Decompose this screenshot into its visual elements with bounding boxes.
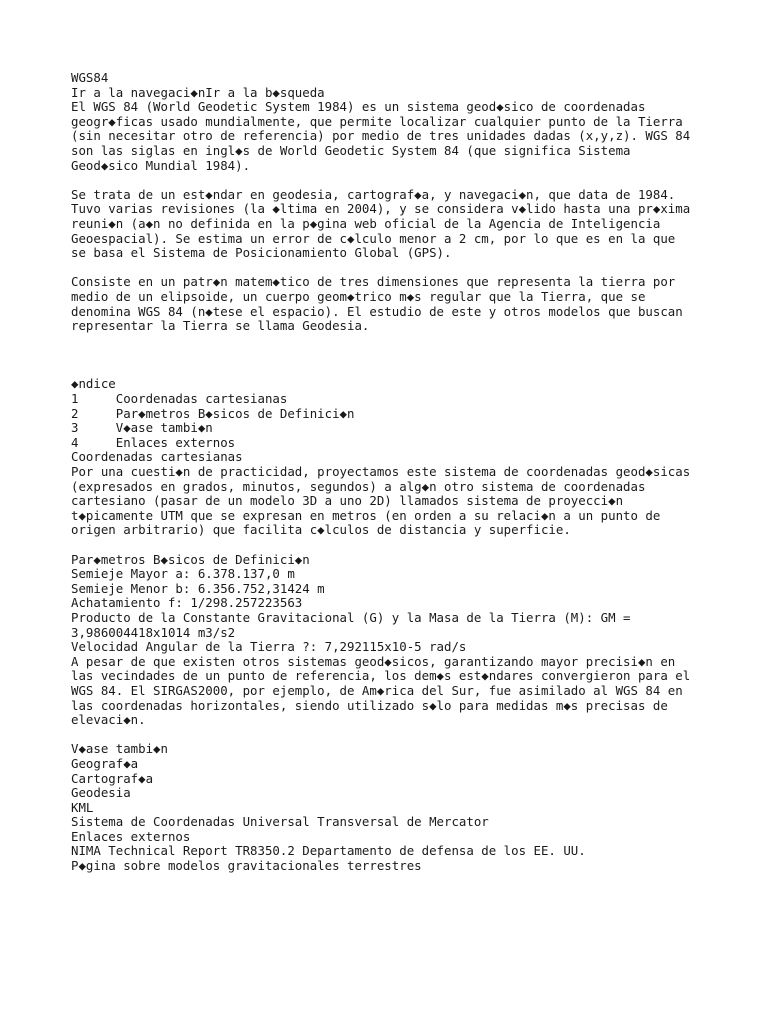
document-body	[71, 71, 731, 874]
text-line: Par◆metros B◆sicos de Definici◆n	[71, 551, 310, 567]
text-line: Velocidad Angular de la Tierra ?: 7,292115x10-5 rad/s	[71, 639, 467, 655]
text-line: P◆gina sobre modelos gravitacionales terrestres	[71, 858, 422, 874]
text-line	[71, 538, 731, 553]
text-line: NIMA Technical Report TR8350.2 Departamento de defensa de los EE. UU.	[71, 843, 586, 859]
text-line: Semieje Mayor a: 6.378.137,0 m	[71, 566, 295, 582]
text-line: 1 Coordenadas cartesianas	[71, 391, 288, 407]
text-line: Por una cuesti◆n de practicidad, proyectamos este sistema de coordenadas geod◆sicas	[71, 464, 691, 480]
text-line: 3 V◆ase tambi◆n	[71, 420, 213, 436]
text-line: Semieje Menor b: 6.356.752,31424 m	[71, 580, 325, 596]
text-line: representar la Tierra se llama Geodesia.	[71, 318, 370, 334]
text-line: Enlaces externos	[71, 828, 191, 844]
text-line: Geoespacial). Se estima un error de c◆lculo menor a 2 cm, por lo que es en la que	[71, 230, 676, 246]
text-line: El WGS 84 (World Geodetic System 1984) es un sistema geod◆sico de coordenadas	[71, 99, 646, 115]
text-line: medio de un elipsoide, un cuerpo geom◆trico m◆s regular que la Tierra, que se	[71, 288, 646, 304]
text-line: (expresados en grados, minutos, segundos) a alg◆n otro sistema de coordenadas	[71, 478, 646, 494]
text-line: WGS 84. El SIRGAS2000, por ejemplo, de Am◆rica del Sur, fue asimilado al WGS 84 en	[71, 682, 683, 698]
text-line	[71, 173, 731, 188]
text-line: Producto de la Constante Gravitacional (G) y la Masa de la Tierra (M): GM =	[71, 609, 631, 625]
text-line: 4 Enlaces externos	[71, 434, 236, 450]
text-line: se basa el Sistema de Posicionamiento Global (GPS).	[71, 245, 452, 261]
text-line	[71, 348, 731, 363]
text-line: Se trata de un est◆ndar en geodesia, cartograf◆a, y navegaci◆n, que data de 1984.	[71, 186, 676, 202]
text-line: A pesar de que existen otros sistemas geod◆sicos, garantizando mayor precisi◆n en	[71, 653, 676, 669]
text-line: ◆ndice	[71, 376, 116, 392]
text-line: elevaci◆n.	[71, 712, 146, 728]
text-line: geogr◆ficas usado mundialmente, que permite localizar cualquier punto de la Tierra	[71, 113, 683, 129]
text-line: Geodesia	[71, 785, 131, 801]
text-line: Geod◆sico Mundial 1984).	[71, 157, 251, 173]
text-line: WGS84	[71, 70, 109, 85]
text-line	[71, 363, 731, 378]
text-line: son las siglas en ingl◆s de World Geodetic System 84 (que significa Sistema	[71, 142, 631, 158]
text-line: KML	[71, 799, 94, 815]
text-line: origen arbitrario) que facilita c◆lculos de distancia y superficie.	[71, 522, 571, 538]
text-line: Cartograf◆a	[71, 770, 154, 786]
text-line: Sistema de Coordenadas Universal Transversal de Mercator	[71, 814, 489, 830]
text-line: (sin necesitar otro de referencia) por medio de tres unidades dadas (x,y,z). WGS 84	[71, 128, 691, 144]
text-line	[71, 728, 731, 743]
text-line: Consiste en un patr◆n matem◆tico de tres dimensiones que representa la tierra por	[71, 274, 676, 290]
text-line: Tuvo varias revisiones (la ◆ltima en 2004), y se considera v◆lido hasta una pr◆xima	[71, 201, 691, 217]
text-line: reuni◆n (a◆n no definida en la p◆gina web oficial de la Agencia de Inteligencia	[71, 215, 661, 231]
text-line: las vecindades de un punto de referencia, los dem◆s est◆ndares convergieron para el	[71, 668, 691, 684]
text-line: V◆ase tambi◆n	[71, 741, 168, 757]
text-line	[71, 334, 731, 349]
text-line	[71, 261, 731, 276]
text-line: las coordenadas horizontales, siendo utilizado s◆lo para medidas m◆s precisas de	[71, 697, 668, 713]
text-line: Achatamiento f: 1/298.257223563	[71, 595, 303, 611]
text-line: cartesiano (pasar de un modelo 3D a uno 2D) llamados sistema de proyecci◆n	[71, 493, 624, 509]
text-line: denomina WGS 84 (n◆tese el espacio). El estudio de este y otros modelos que buscan	[71, 303, 683, 319]
text-line: Coordenadas cartesianas	[71, 449, 243, 465]
text-line: 3,986004418x1014 m3/s2	[71, 624, 236, 640]
text-line: Geograf◆a	[71, 755, 139, 771]
text-line: 2 Par◆metros B◆sicos de Definici◆n	[71, 405, 355, 421]
text-line: Ir a la navegaci◆nIr a la b◆squeda	[71, 84, 325, 100]
text-line: t◆picamente UTM que se expresan en metros (en orden a su relaci◆n a un punto de	[71, 507, 661, 523]
